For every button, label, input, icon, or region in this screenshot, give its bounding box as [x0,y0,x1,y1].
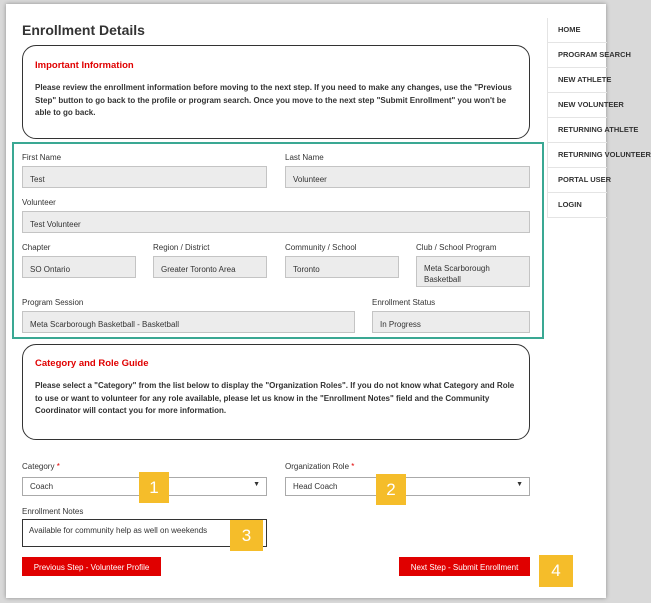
club-field: Meta Scarborough Basketball [416,256,530,287]
nav-returning-athlete[interactable]: RETURNING ATHLETE [548,118,607,143]
chapter-label: Chapter [22,243,51,252]
important-info-heading: Important Information [35,60,134,71]
chevron-down-icon: ▼ [253,481,260,488]
category-select-value: Coach [30,482,54,491]
category-label-text: Category [22,462,55,471]
nav-new-volunteer[interactable]: NEW VOLUNTEER [548,93,607,118]
region-field: Greater Toronto Area [153,256,267,278]
club-label: Club / School Program [416,243,497,252]
enrollment-notes-input[interactable]: Available for community help as well on weekends [22,519,267,547]
program-session-field: Meta Scarborough Basketball - Basketball [22,311,355,333]
first-name-label: First Name [22,153,62,162]
enrollment-page [6,4,651,598]
enrollment-status-label: Enrollment Status [372,298,436,307]
nav-portal-user[interactable]: PORTAL USER [548,168,607,193]
category-guide-text: Please select a "Category" from the list below to display the "Organization Roles". If you do not know what Category and Role to use or want to volunteer for any role available, please let us know in the "Enrollment Notes" field and the Community Coordinator will contact you for more information. [35,381,515,415]
required-mark: * [56,462,60,471]
chevron-down-icon: ▼ [516,481,523,488]
callout-badge-4: 4 [539,555,573,587]
chapter-field: SO Ontario [22,256,136,278]
organization-role-select-value: Head Coach [293,482,338,491]
callout-badge-2: 2 [376,474,406,505]
enrollment-notes-label: Enrollment Notes [22,507,84,516]
community-field: Toronto [285,256,399,278]
required-mark: * [351,462,355,471]
region-label: Region / District [153,243,210,252]
nav-new-athlete[interactable]: NEW ATHLETE [548,68,607,93]
organization-role-select[interactable] [285,477,530,496]
important-info-box [22,45,530,139]
category-label [22,462,60,471]
previous-step-button[interactable]: Previous Step - Volunteer Profile [22,557,161,576]
side-nav [547,18,651,218]
callout-badge-1: 1 [139,472,169,503]
organization-role-label-text: Organization Role [285,462,350,471]
nav-home[interactable]: HOME [548,18,607,43]
volunteer-field: Test Volunteer [22,211,530,233]
program-session-label: Program Session [22,298,84,307]
volunteer-label: Volunteer [22,198,56,207]
nav-login[interactable]: LOGIN [548,193,607,218]
important-info-text: Please review the enrollment information before moving to the next step. If you need to make any changes, use the "Previous Step" button to go back to the profile or program search. Once you move to the next step "Submit Enrollment" you won't be able to go back. [35,83,512,117]
community-label: Community / School [285,243,357,252]
organization-role-label [285,462,354,471]
category-guide-box [22,344,530,440]
last-name-label: Last Name [285,153,324,162]
first-name-field: Test [22,166,267,188]
category-guide-heading: Category and Role Guide [35,358,149,369]
next-step-button[interactable]: Next Step - Submit Enrollment [399,557,530,576]
callout-badge-3: 3 [230,520,263,551]
last-name-field: Volunteer [285,166,530,188]
enrollment-status-field: In Progress [372,311,530,333]
nav-returning-volunteer[interactable]: RETURNING VOLUNTEER [548,143,607,168]
page-title: Enrollment Details [22,22,145,38]
nav-program-search[interactable]: PROGRAM SEARCH [548,43,607,68]
